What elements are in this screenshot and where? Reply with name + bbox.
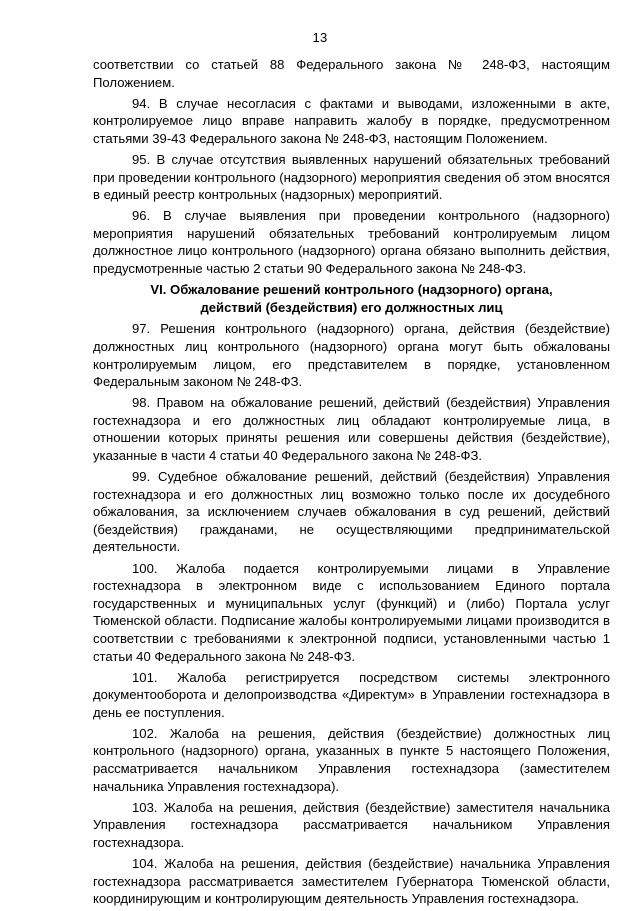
paragraph-95: 95. В случае отсутствия выявленных нарушений обязательных требований при проведении контрольного (надзорного) мероприятия сведения об этом вносятся в единый реестр контрольных (надзорных) мероприятий. [93,151,610,203]
paragraph-99: 99. Судебное обжалование решений, действий (бездействия) Управления гостехнадзора и его должностных лиц возможно только после их досудебного обжалования, за исключением случаев обжалования в суд решений, действий (бездействия) гражданами, не осуществляющими предпринимательской деятельности. [93,469,610,555]
paragraph-continuation: соответствии со статьей 88 Федерального закона № 248-ФЗ, настоящим Положением. [93,57,610,90]
paragraph-100: 100. Жалоба подается контролируемыми лицами в Управление гостехнадзора в электронном виде с использованием Единого портала государственных и муниципальных услуг (функций) и (либо) Портала услуг Тюменской области. Подписание жалобы контролируемыми лицами производится в соответствии с требованиями к электронной подписи, установленными частью 1 статьи 40 Федерального закона № 248-ФЗ. [93,560,610,664]
section-heading [93,281,610,316]
paragraph-94: 94. В случае несогласия с фактами и выводами, изложенными в акте, контролируемое лицо вправе направить жалобу в порядке, предусмотренном статьями 39-43 Федерального закона № 248-ФЗ, настоящим Положением. [93,95,610,146]
paragraph-96: 96. В случае выявления при проведении контрольного (надзорного) мероприятия нарушений обязательных требований контролируемым лицом должностное лицо контрольного (надзорного) органа обязано выполнить действия, предусмотренные частью 2 статьи 90 Федерального закона № 248-ФЗ. [93,208,610,277]
section-heading-line-2: действий (бездействия) его должностных лиц [200,299,503,315]
paragraph-98: 98. Правом на обжалование решений, действий (бездействия) Управления гостехнадзора и его должностных лиц обладают контролируемые лица, в отношении которых приняты решения или совершены действия (бездействие), указанные в части 4 статьи 40 Федерального закона № 248-ФЗ. [93,395,610,463]
page-number: 13 [312,30,328,45]
section-heading-line-1: VI. Обжалование решений контрольного (надзорного) органа, [150,282,553,298]
paragraph-102: 102. Жалоба на решения, действия (бездействие) должностных лиц контрольного (надзорного) органа, указанных в пункте 5 настоящего Положения, рассматривается начальником Управления гостехнадзора (заместителем начальника Управления гостехнадзора). [93,725,610,794]
paragraph-101: 101. Жалоба регистрируется посредством системы электронного документооборота и делопроизводства «Директум» в Управлении гостехнадзора в день ее поступления. [93,669,610,720]
paragraph-103: 103. Жалоба на решения, действия (бездействие) заместителя начальника Управления гостехнадзора рассматривается начальником Управления гостехнадзора. [93,799,610,850]
paragraph-104: 104. Жалоба на решения, действия (бездействие) начальника Управления гостехнадзора рассматривается заместителем Губернатора Тюменской области, координирующим и контролирующим деятельность Управления гостехнадзора. [93,856,610,907]
paragraph-97: 97. Решения контрольного (надзорного) органа, действия (бездействие) должностных лиц контрольного (надзорного) органа могут быть обжалованы контролируемым лицом, его представителем в порядке, установленном Федеральным законом № 248-ФЗ. [93,321,610,390]
document-body [93,56,610,911]
